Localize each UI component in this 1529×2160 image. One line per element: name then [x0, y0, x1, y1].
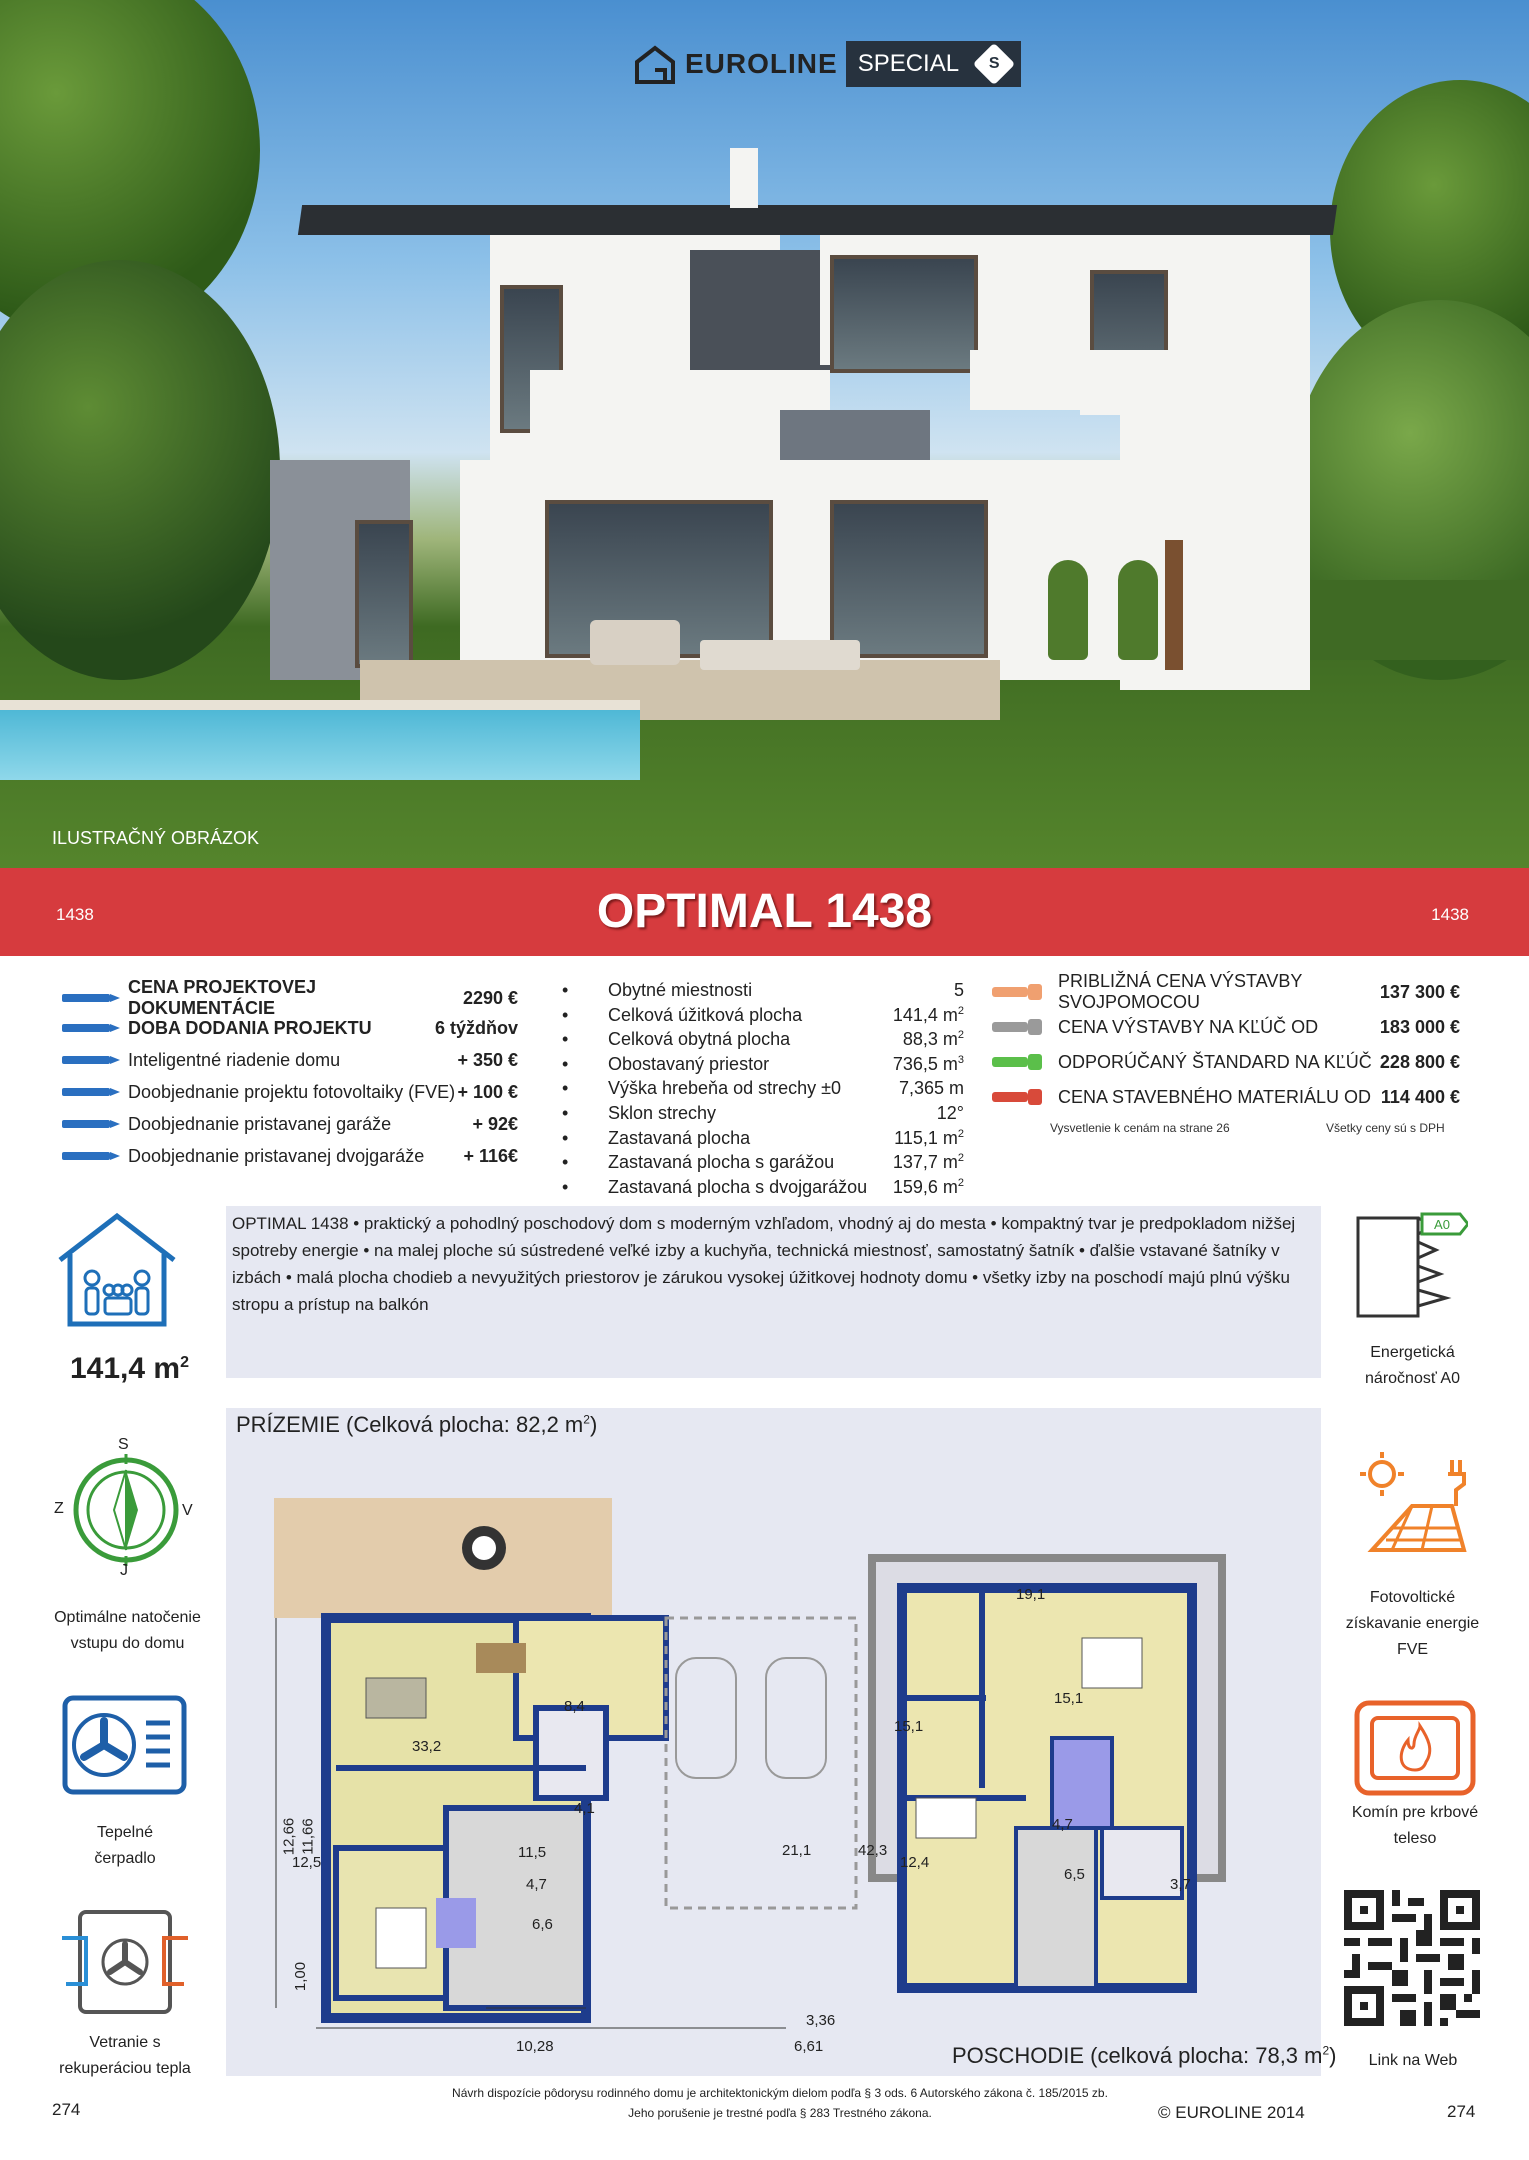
- pricing-label: Doobjednanie projektu fotovoltaiky (FVE): [128, 1081, 456, 1102]
- cost-value: 228 800 €: [1379, 1051, 1460, 1072]
- parameter-row: [562, 980, 964, 1005]
- double-garage-icon: [58, 1145, 124, 1167]
- garage-icon: [58, 1113, 124, 1135]
- parameter-row: [562, 1128, 964, 1153]
- orientation-label: Optimálne natočenie vstupu do domu: [54, 1609, 201, 1652]
- parameter-value: 7,365 m: [898, 1078, 964, 1099]
- room-area-label: 15,1: [1054, 1690, 1084, 1707]
- copyright: © EUROLINE 2014: [1158, 2103, 1305, 2122]
- parameter-value: 141,4 $m^2$: [892, 1004, 964, 1025]
- parameter-row: [562, 1078, 964, 1103]
- room-area-label: 21,1: [782, 1842, 812, 1859]
- parameter-label: Výška hrebeňa od strechy ±0: [608, 1078, 842, 1099]
- heat-pump-label: Tepelné čerpadlo: [94, 1824, 156, 1867]
- compass-south: J: [120, 1562, 128, 1579]
- bullet-icon: •: [562, 1004, 569, 1025]
- parameter-row: [562, 1005, 964, 1030]
- parameter-row: [562, 1103, 964, 1128]
- ventilation-label: Vetranie s rekuperáciou tepla: [59, 2034, 191, 2077]
- cost-row: [990, 1010, 1460, 1044]
- dimension-label: 6,61: [794, 2038, 824, 2055]
- room-area-label: 12,5: [292, 1854, 322, 1871]
- pricing-value: + 116€: [463, 1145, 518, 1166]
- dimension-label: 10,28: [516, 2038, 554, 2055]
- compass-icon: [56, 1440, 196, 1580]
- pricing-row: [58, 977, 518, 1018]
- bricks-icon: [990, 1087, 1048, 1107]
- key-green-icon: [990, 1052, 1048, 1072]
- qr-code-icon: [1344, 1890, 1480, 2026]
- pricing-row: [58, 1108, 518, 1140]
- house-logo-icon: [633, 42, 677, 86]
- dimension-label: 3,36: [806, 2012, 836, 2029]
- pricing-row: [58, 1140, 518, 1172]
- parameter-value: 88,3 $m^2$: [902, 1029, 964, 1050]
- brand-logo: [633, 40, 1021, 88]
- bullet-icon: •: [562, 1176, 569, 1197]
- heat-pump-icon: [62, 1695, 187, 1795]
- room-area-label: 6,5: [1064, 1866, 1085, 1883]
- parameter-row: [562, 1177, 964, 1202]
- room-area-label: 33,2: [412, 1738, 442, 1755]
- parameter-value: 115,1 $m^2$: [894, 1127, 964, 1148]
- floor-plan-panel: [226, 1408, 1321, 2076]
- solar-panel-icon: [58, 1081, 124, 1103]
- fireplace-icon: [1354, 1700, 1476, 1796]
- cost-value: 114 400 €: [1380, 1086, 1460, 1107]
- svg-text:A0: A0: [1434, 1217, 1450, 1232]
- hero-illustration: [0, 0, 1529, 870]
- ground-floor-title: PRÍZEMIE (Celková plocha: 82,2 $m^2$): [236, 1412, 598, 1437]
- room-area-label: 8,4: [564, 1698, 585, 1715]
- pricing-value: + 350 €: [457, 1049, 518, 1070]
- parameter-label: Obytné miestnosti: [608, 980, 753, 1000]
- pricing-value: + 92€: [472, 1113, 518, 1134]
- cost-label: CENA VÝSTAVBY NA KĽÚČ OD: [1058, 1016, 1319, 1037]
- pricing-label: Doobjednanie pristavanej garáže: [128, 1113, 392, 1134]
- pricing-value: + 100 €: [457, 1081, 518, 1102]
- room-area-label: 4,7: [526, 1876, 547, 1893]
- parameter-row: [562, 1029, 964, 1054]
- legal-notice: Návrh dispozície pôdorysu rodinného domu je architektonickým dielom podľa § 3 ods. 6 Autorského zákona č. 185/2015 zb. Jeho porušenie je trestné podľa § 283 Trestného zákona.: [452, 2086, 1108, 2120]
- parameter-label: Zastavaná plocha s garážou: [608, 1152, 835, 1173]
- room-area-label: 15,1: [894, 1718, 924, 1735]
- qr-label[interactable]: Link na Web: [1368, 2052, 1458, 2069]
- parameter-value: 137,7 $m^2$: [892, 1152, 964, 1173]
- pencil-icon: [58, 987, 124, 1009]
- room-area-label: 42,3: [858, 1842, 888, 1859]
- floor-plan-drawing: [226, 1408, 1321, 2076]
- brand-name: EUROLINE: [685, 48, 838, 79]
- dimension-label: 1,00: [292, 1961, 310, 1992]
- page-number-left: 274: [52, 2100, 81, 2119]
- pricing-row: [58, 1044, 518, 1076]
- room-area-label: 12,4: [900, 1854, 930, 1871]
- room-area-label: 6,6: [532, 1916, 553, 1933]
- cost-label: PRIBLIŽNÁ CENA VÝSTAVBY SVOJPOMOCOU: [1058, 971, 1303, 1012]
- cost-label: ODPORÚČANÝ ŠTANDARD NA KĽÚČ: [1058, 1051, 1372, 1072]
- upper-floor-title: POSCHODIE (celková plocha: 78,3 $m^2$): [952, 2043, 1337, 2068]
- cost-row: [990, 1045, 1460, 1079]
- parameter-label: Zastavaná plocha: [608, 1127, 751, 1148]
- clock-icon: [58, 1017, 124, 1039]
- hand-icon: [990, 982, 1048, 1002]
- bullet-icon: •: [562, 1078, 569, 1099]
- compass-north: S: [118, 1436, 129, 1453]
- parameter-row: [562, 1054, 964, 1079]
- house-title: OPTIMAL 1438: [596, 885, 933, 938]
- cost-note-left: Vysvetlenie k cenám na strane 26: [1050, 1121, 1230, 1135]
- room-area-label: 11,5: [518, 1844, 547, 1861]
- room-area-label: 4,7: [1052, 1816, 1073, 1833]
- dimension-label: 12,66: [280, 1817, 298, 1856]
- page-number-right: 274: [1447, 2102, 1476, 2121]
- bullet-icon: •: [562, 1152, 569, 1173]
- special-badge: [846, 41, 1021, 87]
- pricing-label: Doobjednanie pristavanej dvojgaráže: [128, 1145, 425, 1166]
- parameter-label: Zastavaná plocha s dvojgarážou: [608, 1176, 868, 1197]
- bullet-icon: •: [562, 1127, 569, 1148]
- key-grey-icon: [990, 1017, 1048, 1037]
- pricing-label: CENA PROJEKTOVEJ DOKUMENTÁCIE: [128, 977, 317, 1018]
- parameter-label: Celková úžitková plocha: [608, 1004, 803, 1025]
- qr-code[interactable]: [1344, 1890, 1480, 2026]
- parameter-value: 12°: [936, 1103, 964, 1123]
- house-code-left: 1438: [56, 905, 94, 924]
- pricing-label: Inteligentné riadenie domu: [128, 1049, 341, 1070]
- cost-row: [990, 1080, 1460, 1114]
- house-code-right: 1438: [1431, 905, 1469, 924]
- pricing-row: [58, 1076, 518, 1108]
- parameter-label: Celková obytná plocha: [608, 1029, 791, 1050]
- energy-label: Energetická náročnosť A0: [1365, 1344, 1460, 1387]
- parameter-label: Obostavaný priestor: [608, 1053, 770, 1074]
- special-label: SPECIAL: [857, 50, 960, 77]
- bullet-icon: •: [562, 1053, 569, 1074]
- parameter-value: 159,6 $m^2$: [892, 1176, 964, 1197]
- family-house-icon: [52, 1210, 182, 1330]
- parameter-row: [562, 1152, 964, 1177]
- cost-note-right: Všetky ceny sú s DPH: [1326, 1121, 1445, 1135]
- room-area-label: 4,1: [574, 1800, 595, 1817]
- parameter-value: 736,5 $m^3$: [892, 1053, 964, 1074]
- room-area-label: 19,1: [1016, 1586, 1046, 1603]
- chimney-label: Komín pre krbové teleso: [1351, 1804, 1479, 1847]
- parameter-value: 5: [953, 980, 964, 1000]
- bullet-icon: •: [562, 980, 569, 1000]
- compass-west: Z: [54, 1500, 64, 1517]
- bullet-icon: •: [562, 1029, 569, 1050]
- energy-class-icon: [1356, 1212, 1468, 1322]
- cost-row: [990, 971, 1460, 1012]
- room-area-label: 3,7: [1170, 1876, 1191, 1893]
- cost-value: 183 000 €: [1379, 1016, 1460, 1037]
- pricing-value: 2290 €: [462, 987, 518, 1008]
- parameter-label: Sklon strechy: [608, 1103, 717, 1123]
- compass: [54, 1436, 196, 1580]
- photovoltaic-label: Fotovoltické získavanie energie FVE: [1345, 1589, 1480, 1658]
- illustration-caption: ILUSTRAČNÝ OBRÁZOK: [52, 828, 260, 848]
- bullet-icon: •: [562, 1103, 569, 1123]
- special-s-icon: S: [973, 43, 1015, 85]
- description-text: OPTIMAL 1438 • praktický a pohodlný poschodový dom s moderným vzhľadom, vhodný aj do mesta • kompaktný tvar je predpokladom nižšej spotreby energie • na malej ploche sú sústredené veľké izby a kuchyňa, technická miestnosť, samostatný šatník • ďalšie vstavané šatníky v izbách • malá plocha chodieb a nevyužitých priestorov je zárukou vysokej úžitkovej hodnoty domu • všetky izby na poschodí majú plnú výšku stropu a prístup na balkón: [232, 1214, 1296, 1314]
- cost-label: CENA STAVEBNÉHO MATERIÁLU OD: [1058, 1086, 1372, 1107]
- dimension-label: 11,66: [299, 1818, 317, 1855]
- pricing-label: DOBA DODANIA PROJEKTU: [128, 1017, 372, 1038]
- pricing-row: [58, 1012, 518, 1044]
- pricing-value: 6 týždňov: [434, 1017, 518, 1038]
- compass-east: V: [182, 1502, 193, 1519]
- heat-recovery-icon: [60, 1908, 190, 2016]
- cost-value: 137 300 €: [1379, 981, 1460, 1002]
- usable-area: 141,4 $m^2$: [70, 1352, 189, 1385]
- smart-home-icon: [58, 1049, 124, 1071]
- photovoltaic-icon: [1352, 1450, 1482, 1552]
